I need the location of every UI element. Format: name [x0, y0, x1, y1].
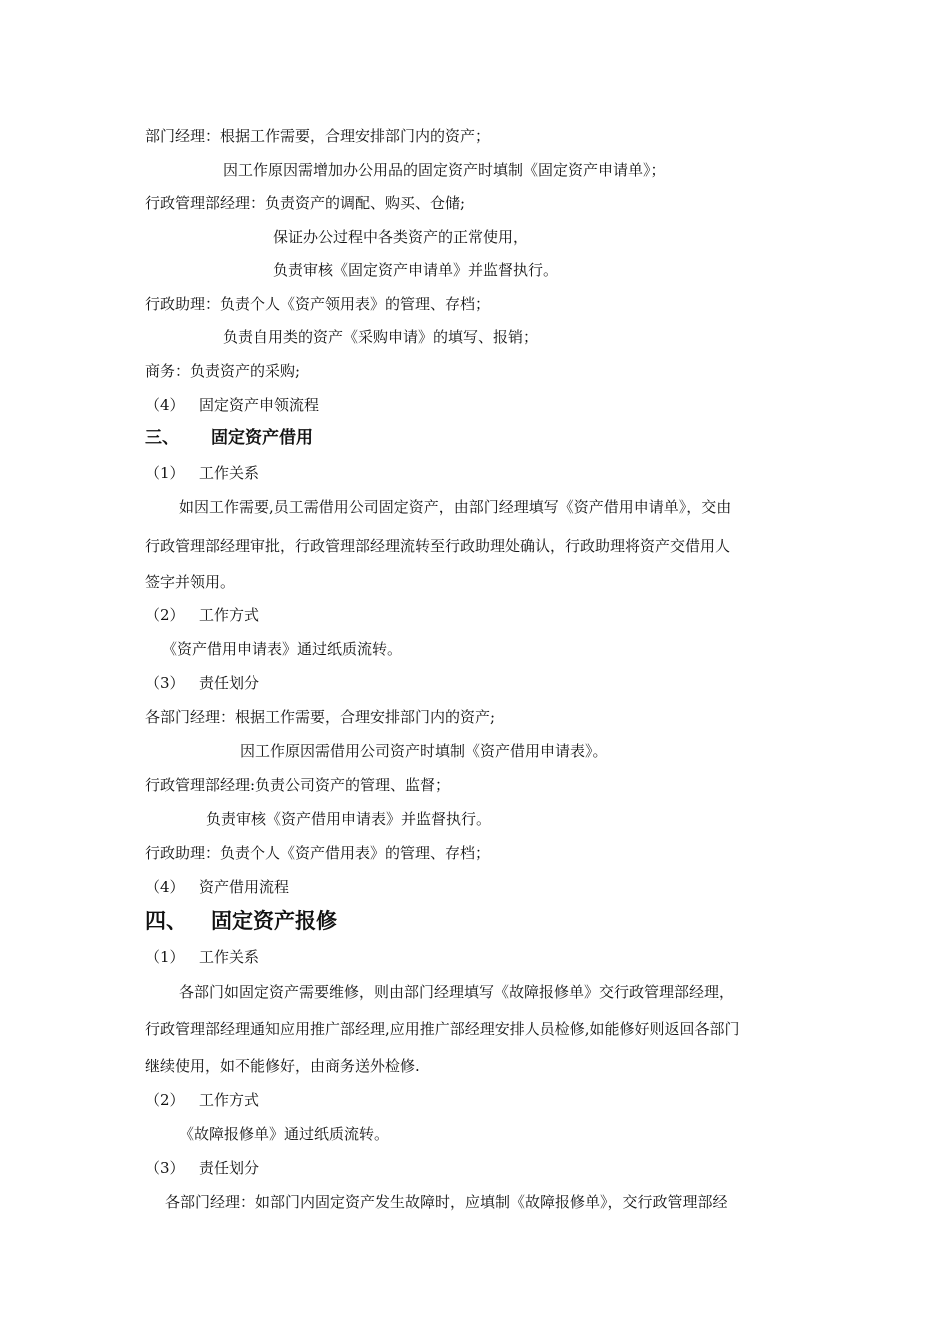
admin-assistant-line-2: 负责自用类的资产《采购申请》的填写、报销； — [223, 328, 539, 346]
dept-manager-line-2: 因工作原因需增加办公用品的固定资产时填制《固定资产申请单》； — [223, 161, 666, 179]
paragraph-line: 行政管理部经理审批，行政管理部经理流转至行政助理处确认，行政助理将资产交借用人 — [145, 537, 731, 555]
paragraph-line: 行政管理部经理通知应用推广部经理,应用推广部经理安排人员检修,如能修好则返回各部门 — [145, 1020, 740, 1038]
subsection-number: （3） — [145, 674, 185, 692]
paragraph-line: 继续使用，如不能修好，由商务送外检修. — [145, 1057, 420, 1075]
subsection-number: （2） — [145, 606, 185, 624]
dept-manager-line-1: 部门经理：根据工作需要，合理安排部门内的资产； — [145, 127, 491, 145]
admin-manager-line-2: 保证办公过程中各类资产的正常使用， — [273, 228, 529, 246]
paragraph-line: 如因工作需要,员工需借用公司固定资产，由部门经理填写《资产借用申请单》，交由 — [179, 498, 732, 516]
subsection-label: 工作方式 — [199, 606, 260, 624]
subsection-heading — [145, 877, 289, 897]
subsection-heading — [145, 1158, 259, 1178]
subsection-heading — [145, 605, 259, 625]
subsection-heading — [145, 1090, 259, 1110]
subsection-number: （4） — [145, 396, 185, 414]
subsection-number: （3） — [145, 1159, 185, 1177]
subsection-heading — [145, 395, 319, 415]
paragraph-line: 签字并领用。 — [145, 573, 236, 591]
subsection-number: （1） — [145, 948, 185, 966]
subsection-label: 工作方式 — [199, 1091, 260, 1109]
responsibility-line: 因工作原因需借用公司资产时填制《资产借用申请表》。 — [240, 742, 608, 760]
section-number: 三、 — [145, 428, 179, 448]
subsection-heading — [145, 463, 259, 483]
subsection-label: 责任划分 — [199, 1159, 260, 1177]
subsection-heading — [145, 673, 259, 693]
subsection-label: 固定资产申领流程 — [199, 396, 320, 414]
section-heading — [145, 908, 337, 934]
admin-manager-line-3: 负责审核《固定资产申请单》并监督执行。 — [273, 261, 559, 279]
responsibility-line: 行政管理部经理:负责公司资产的管理、监督； — [145, 776, 451, 794]
subsection-number: （1） — [145, 464, 185, 482]
section-heading — [145, 428, 313, 448]
subsection-label: 工作关系 — [199, 464, 260, 482]
subsection-label: 工作关系 — [199, 948, 260, 966]
responsibility-line: 各部门经理：根据工作需要，合理安排部门内的资产; — [145, 708, 496, 726]
business-line: 商务：负责资产的采购; — [145, 362, 301, 380]
section-title: 固定资产借用 — [211, 428, 313, 448]
admin-manager-line-1: 行政管理部经理：负责资产的调配、购买、仓储; — [145, 194, 466, 212]
responsibility-line: 各部门经理：如部门内固定资产发生故障时，应填制《故障报修单》，交行政管理部经 — [165, 1193, 728, 1211]
section-title: 固定资产报修 — [211, 909, 337, 933]
subsection-number: （2） — [145, 1091, 185, 1109]
subsection-label: 资产借用流程 — [199, 878, 290, 896]
subsection-number: （4） — [145, 878, 185, 896]
responsibility-line: 行政助理：负责个人《资产借用表》的管理、存档； — [145, 844, 491, 862]
subsection-label: 责任划分 — [199, 674, 260, 692]
responsibility-line: 负责审核《资产借用申请表》并监督执行。 — [206, 810, 492, 828]
section-number: 四、 — [145, 909, 187, 933]
paragraph-line: 《资产借用申请表》通过纸质流转。 — [162, 640, 403, 658]
paragraph-line: 各部门如固定资产需要维修，则由部门经理填写《故障报修单》交行政管理部经理， — [179, 983, 735, 1001]
admin-assistant-line-1: 行政助理：负责个人《资产领用表》的管理、存档； — [145, 295, 491, 313]
subsection-heading — [145, 947, 259, 967]
paragraph-line: 《故障报修单》通过纸质流转。 — [179, 1125, 390, 1143]
